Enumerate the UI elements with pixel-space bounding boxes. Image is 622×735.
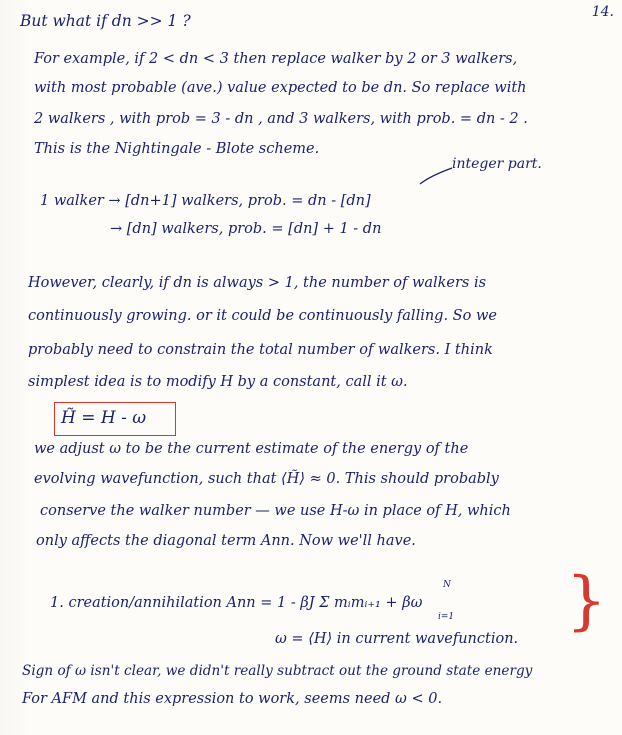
boxed-equation: H̃ = H - ω: [54, 402, 176, 436]
walker-rule-2: → [dn] walkers, prob. = [dn] + 1 - dn: [110, 221, 382, 237]
text-line-4: This is the Nightingale - Blote scheme.: [34, 141, 320, 157]
omega-definition: ω = ⟨H⟩ in current wavefunction.: [275, 631, 519, 647]
text-line-10: simplest idea is to modify H by a constant, call it ω.: [28, 374, 408, 390]
text-line-17: Sign of ω isn't clear, we didn't really subtract out the ground state energy: [22, 663, 533, 679]
text-line-7: However, clearly, if dn is always > 1, the number of walkers is: [28, 275, 487, 291]
creation-annihilation-equation: 1. creation/annihilation Ann = 1 - βJ Σ mᵢmᵢ₊₁ + βω: [50, 595, 423, 611]
text-line-8: continuously growing. or it could be continuously falling. So we: [28, 308, 497, 324]
walker-rule-1: 1 walker → [dn+1] walkers, prob. = dn - [dn]: [40, 193, 371, 209]
text-line-12: evolving wavefunction, such that ⟨H̃⟩ ≈ 0. This should probably: [34, 471, 499, 487]
text-line-2: with most probable (ave.) value expected to be dn. So replace with: [34, 80, 527, 96]
page-number: 14.: [591, 4, 614, 20]
text-line-3: 2 walkers , with prob = 3 - dn , and 3 walkers, with prob. = dn - 2 .: [34, 111, 528, 127]
text-line-13: conserve the walker number — we use H-ω in place of H, which: [40, 503, 511, 519]
red-brace: }: [566, 564, 607, 638]
text-line-14: only affects the diagonal term Ann. Now we'll have.: [36, 533, 416, 549]
sum-lower-limit: i=1: [438, 612, 455, 622]
integer-part-note: integer part.: [452, 156, 542, 172]
text-line-9: probably need to constrain the total number of walkers. I think: [28, 342, 493, 358]
heading-line: But what if dn >> 1 ?: [20, 12, 191, 30]
sum-upper-limit: N: [443, 580, 451, 590]
text-line-18: For AFM and this expression to work, seems need ω < 0.: [22, 691, 443, 707]
text-line-11: we adjust ω to be the current estimate of the energy of the: [34, 441, 469, 457]
text-line-1: For example, if 2 < dn < 3 then replace walker by 2 or 3 walkers,: [34, 51, 518, 67]
integer-part-pointer: [420, 168, 452, 184]
